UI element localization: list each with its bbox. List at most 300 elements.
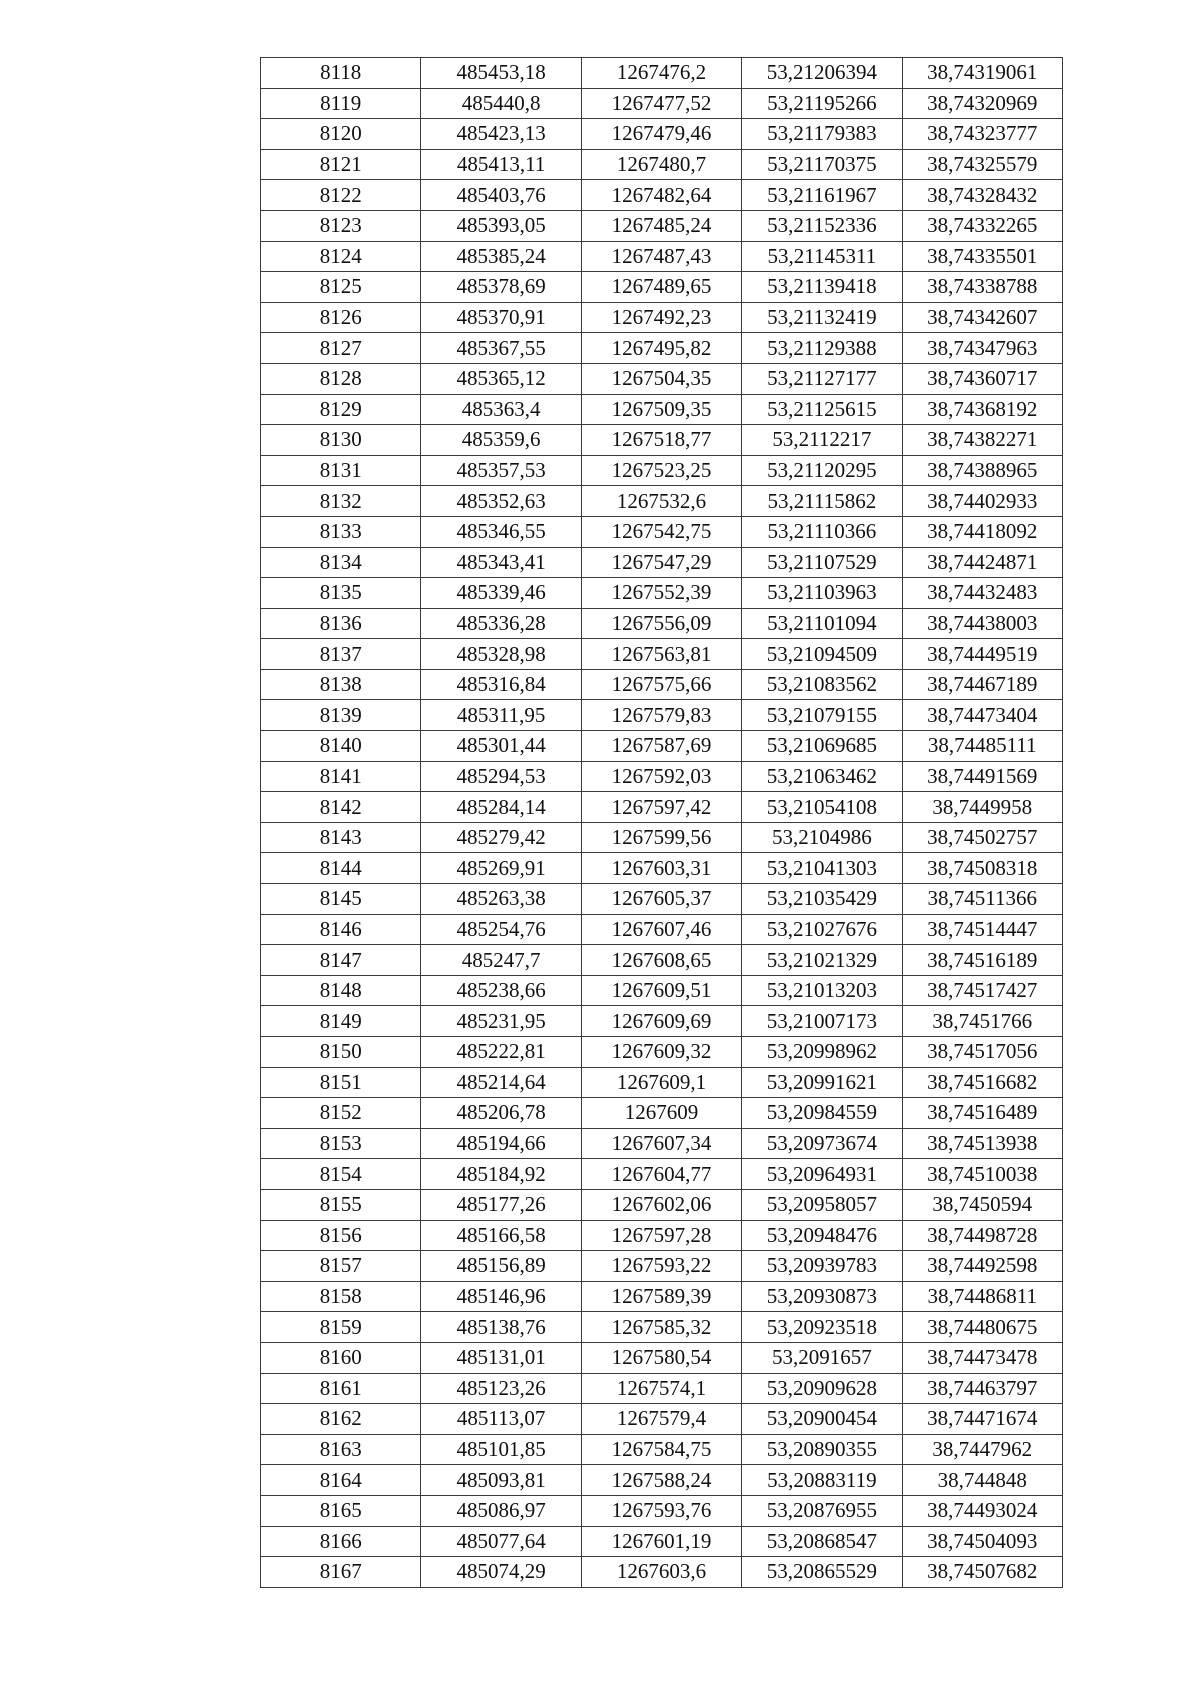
- latitude-cell: 53,21013203: [742, 975, 902, 1006]
- table-row: [261, 1526, 1063, 1557]
- y-coordinate-cell: 1267574,1: [581, 1373, 741, 1404]
- x-coordinate-cell: 485279,42: [421, 822, 581, 853]
- latitude-cell: 53,20865529: [742, 1557, 902, 1588]
- point-number-cell: 8164: [261, 1465, 421, 1496]
- table-row: [261, 731, 1063, 762]
- point-number-cell: 8135: [261, 578, 421, 609]
- point-number-cell: 8138: [261, 669, 421, 700]
- y-coordinate-cell: 1267547,29: [581, 547, 741, 578]
- y-coordinate-cell: 1267552,39: [581, 578, 741, 609]
- point-number-cell: 8134: [261, 547, 421, 578]
- y-coordinate-cell: 1267477,52: [581, 88, 741, 119]
- point-number-cell: 8133: [261, 516, 421, 547]
- x-coordinate-cell: 485269,91: [421, 853, 581, 884]
- latitude-cell: 53,21035429: [742, 884, 902, 915]
- longitude-cell: 38,74491569: [902, 761, 1062, 792]
- latitude-cell: 53,21145311: [742, 241, 902, 272]
- point-number-cell: 8167: [261, 1557, 421, 1588]
- point-number-cell: 8144: [261, 853, 421, 884]
- latitude-cell: 53,21007173: [742, 1006, 902, 1037]
- y-coordinate-cell: 1267588,24: [581, 1465, 741, 1496]
- table-row: [261, 1434, 1063, 1465]
- x-coordinate-cell: 485247,7: [421, 945, 581, 976]
- longitude-cell: 38,74508318: [902, 853, 1062, 884]
- x-coordinate-cell: 485403,76: [421, 180, 581, 211]
- y-coordinate-cell: 1267523,25: [581, 455, 741, 486]
- longitude-cell: 38,74498728: [902, 1220, 1062, 1251]
- table-row: [261, 669, 1063, 700]
- longitude-cell: 38,74467189: [902, 669, 1062, 700]
- table-row: [261, 1281, 1063, 1312]
- point-number-cell: 8119: [261, 88, 421, 119]
- y-coordinate-cell: 1267575,66: [581, 669, 741, 700]
- longitude-cell: 38,74516489: [902, 1098, 1062, 1129]
- table-row: [261, 180, 1063, 211]
- y-coordinate-cell: 1267580,54: [581, 1342, 741, 1373]
- latitude-cell: 53,21101094: [742, 608, 902, 639]
- point-number-cell: 8156: [261, 1220, 421, 1251]
- point-number-cell: 8140: [261, 731, 421, 762]
- latitude-cell: 53,21161967: [742, 180, 902, 211]
- table-row: [261, 241, 1063, 272]
- longitude-cell: 38,74332265: [902, 210, 1062, 241]
- latitude-cell: 53,21120295: [742, 455, 902, 486]
- x-coordinate-cell: 485328,98: [421, 639, 581, 670]
- x-coordinate-cell: 485339,46: [421, 578, 581, 609]
- y-coordinate-cell: 1267609,1: [581, 1067, 741, 1098]
- longitude-cell: 38,7447962: [902, 1434, 1062, 1465]
- point-number-cell: 8142: [261, 792, 421, 823]
- table-row: [261, 363, 1063, 394]
- point-number-cell: 8125: [261, 272, 421, 303]
- y-coordinate-cell: 1267592,03: [581, 761, 741, 792]
- table-row: [261, 761, 1063, 792]
- point-number-cell: 8154: [261, 1159, 421, 1190]
- x-coordinate-cell: 485131,01: [421, 1342, 581, 1373]
- point-number-cell: 8118: [261, 58, 421, 89]
- table-row: [261, 1098, 1063, 1129]
- latitude-cell: 53,21063462: [742, 761, 902, 792]
- latitude-cell: 53,20958057: [742, 1189, 902, 1220]
- table-row: [261, 822, 1063, 853]
- y-coordinate-cell: 1267603,31: [581, 853, 741, 884]
- longitude-cell: 38,74511366: [902, 884, 1062, 915]
- point-number-cell: 8153: [261, 1128, 421, 1159]
- y-coordinate-cell: 1267609,69: [581, 1006, 741, 1037]
- y-coordinate-cell: 1267563,81: [581, 639, 741, 670]
- latitude-cell: 53,20991621: [742, 1067, 902, 1098]
- longitude-cell: 38,74510038: [902, 1159, 1062, 1190]
- latitude-cell: 53,20868547: [742, 1526, 902, 1557]
- table-row: [261, 1006, 1063, 1037]
- x-coordinate-cell: 485077,64: [421, 1526, 581, 1557]
- latitude-cell: 53,21115862: [742, 486, 902, 517]
- x-coordinate-cell: 485370,91: [421, 302, 581, 333]
- y-coordinate-cell: 1267476,2: [581, 58, 741, 89]
- y-coordinate-cell: 1267604,77: [581, 1159, 741, 1190]
- x-coordinate-cell: 485453,18: [421, 58, 581, 89]
- latitude-cell: 53,21152336: [742, 210, 902, 241]
- point-number-cell: 8121: [261, 149, 421, 180]
- x-coordinate-cell: 485378,69: [421, 272, 581, 303]
- latitude-cell: 53,20964931: [742, 1159, 902, 1190]
- y-coordinate-cell: 1267609,51: [581, 975, 741, 1006]
- y-coordinate-cell: 1267542,75: [581, 516, 741, 547]
- x-coordinate-cell: 485238,66: [421, 975, 581, 1006]
- longitude-cell: 38,74473478: [902, 1342, 1062, 1373]
- x-coordinate-cell: 485146,96: [421, 1281, 581, 1312]
- point-number-cell: 8159: [261, 1312, 421, 1343]
- latitude-cell: 53,2104986: [742, 822, 902, 853]
- table-row: [261, 394, 1063, 425]
- longitude-cell: 38,74438003: [902, 608, 1062, 639]
- x-coordinate-cell: 485254,76: [421, 914, 581, 945]
- table-row: [261, 1220, 1063, 1251]
- y-coordinate-cell: 1267593,76: [581, 1495, 741, 1526]
- table-row: [261, 486, 1063, 517]
- y-coordinate-cell: 1267479,46: [581, 119, 741, 150]
- y-coordinate-cell: 1267597,42: [581, 792, 741, 823]
- table-row: [261, 608, 1063, 639]
- longitude-cell: 38,74449519: [902, 639, 1062, 670]
- point-number-cell: 8128: [261, 363, 421, 394]
- point-number-cell: 8163: [261, 1434, 421, 1465]
- table-row: [261, 792, 1063, 823]
- longitude-cell: 38,74388965: [902, 455, 1062, 486]
- x-coordinate-cell: 485367,55: [421, 333, 581, 364]
- table-row: [261, 1189, 1063, 1220]
- y-coordinate-cell: 1267609: [581, 1098, 741, 1129]
- latitude-cell: 53,2112217: [742, 425, 902, 456]
- point-number-cell: 8120: [261, 119, 421, 150]
- longitude-cell: 38,74480675: [902, 1312, 1062, 1343]
- table-row: [261, 975, 1063, 1006]
- latitude-cell: 53,20973674: [742, 1128, 902, 1159]
- table-row: [261, 58, 1063, 89]
- longitude-cell: 38,74516189: [902, 945, 1062, 976]
- longitude-cell: 38,74517427: [902, 975, 1062, 1006]
- point-number-cell: 8145: [261, 884, 421, 915]
- y-coordinate-cell: 1267532,6: [581, 486, 741, 517]
- table-row: [261, 1465, 1063, 1496]
- y-coordinate-cell: 1267607,34: [581, 1128, 741, 1159]
- y-coordinate-cell: 1267495,82: [581, 333, 741, 364]
- table-row: [261, 455, 1063, 486]
- table-row: [261, 945, 1063, 976]
- longitude-cell: 38,744848: [902, 1465, 1062, 1496]
- table-row: [261, 639, 1063, 670]
- point-number-cell: 8141: [261, 761, 421, 792]
- x-coordinate-cell: 485074,29: [421, 1557, 581, 1588]
- x-coordinate-cell: 485346,55: [421, 516, 581, 547]
- longitude-cell: 38,7450594: [902, 1189, 1062, 1220]
- table-row: [261, 914, 1063, 945]
- table-row: [261, 1495, 1063, 1526]
- latitude-cell: 53,21179383: [742, 119, 902, 150]
- latitude-cell: 53,21206394: [742, 58, 902, 89]
- table-row: [261, 1159, 1063, 1190]
- table-row: [261, 1557, 1063, 1588]
- y-coordinate-cell: 1267492,23: [581, 302, 741, 333]
- x-coordinate-cell: 485393,05: [421, 210, 581, 241]
- coordinates-table-body: [261, 58, 1063, 1588]
- latitude-cell: 53,20909628: [742, 1373, 902, 1404]
- y-coordinate-cell: 1267601,19: [581, 1526, 741, 1557]
- longitude-cell: 38,74507682: [902, 1557, 1062, 1588]
- table-row: [261, 272, 1063, 303]
- point-number-cell: 8149: [261, 1006, 421, 1037]
- y-coordinate-cell: 1267504,35: [581, 363, 741, 394]
- longitude-cell: 38,74320969: [902, 88, 1062, 119]
- point-number-cell: 8157: [261, 1251, 421, 1282]
- x-coordinate-cell: 485336,28: [421, 608, 581, 639]
- longitude-cell: 38,74424871: [902, 547, 1062, 578]
- y-coordinate-cell: 1267602,06: [581, 1189, 741, 1220]
- latitude-cell: 53,21129388: [742, 333, 902, 364]
- point-number-cell: 8165: [261, 1495, 421, 1526]
- y-coordinate-cell: 1267556,09: [581, 608, 741, 639]
- point-number-cell: 8124: [261, 241, 421, 272]
- x-coordinate-cell: 485359,6: [421, 425, 581, 456]
- table-row: [261, 1128, 1063, 1159]
- longitude-cell: 38,74502757: [902, 822, 1062, 853]
- table-row: [261, 149, 1063, 180]
- x-coordinate-cell: 485311,95: [421, 700, 581, 731]
- y-coordinate-cell: 1267579,83: [581, 700, 741, 731]
- longitude-cell: 38,74323777: [902, 119, 1062, 150]
- x-coordinate-cell: 485222,81: [421, 1037, 581, 1068]
- latitude-cell: 53,20900454: [742, 1404, 902, 1435]
- x-coordinate-cell: 485263,38: [421, 884, 581, 915]
- x-coordinate-cell: 485156,89: [421, 1251, 581, 1282]
- point-number-cell: 8158: [261, 1281, 421, 1312]
- point-number-cell: 8147: [261, 945, 421, 976]
- longitude-cell: 38,74402933: [902, 486, 1062, 517]
- longitude-cell: 38,74517056: [902, 1037, 1062, 1068]
- longitude-cell: 38,74485111: [902, 731, 1062, 762]
- latitude-cell: 53,21069685: [742, 731, 902, 762]
- latitude-cell: 53,21079155: [742, 700, 902, 731]
- latitude-cell: 53,20984559: [742, 1098, 902, 1129]
- latitude-cell: 53,2091657: [742, 1342, 902, 1373]
- point-number-cell: 8152: [261, 1098, 421, 1129]
- y-coordinate-cell: 1267585,32: [581, 1312, 741, 1343]
- latitude-cell: 53,21054108: [742, 792, 902, 823]
- table-row: [261, 578, 1063, 609]
- table-row: [261, 1404, 1063, 1435]
- table-row: [261, 210, 1063, 241]
- point-number-cell: 8132: [261, 486, 421, 517]
- latitude-cell: 53,20930873: [742, 1281, 902, 1312]
- point-number-cell: 8136: [261, 608, 421, 639]
- x-coordinate-cell: 485101,85: [421, 1434, 581, 1465]
- y-coordinate-cell: 1267607,46: [581, 914, 741, 945]
- table-row: [261, 700, 1063, 731]
- point-number-cell: 8151: [261, 1067, 421, 1098]
- longitude-cell: 38,74335501: [902, 241, 1062, 272]
- point-number-cell: 8148: [261, 975, 421, 1006]
- table-row: [261, 1251, 1063, 1282]
- latitude-cell: 53,21127177: [742, 363, 902, 394]
- latitude-cell: 53,21110366: [742, 516, 902, 547]
- y-coordinate-cell: 1267518,77: [581, 425, 741, 456]
- latitude-cell: 53,20890355: [742, 1434, 902, 1465]
- y-coordinate-cell: 1267593,22: [581, 1251, 741, 1282]
- latitude-cell: 53,20948476: [742, 1220, 902, 1251]
- longitude-cell: 38,7451766: [902, 1006, 1062, 1037]
- latitude-cell: 53,20876955: [742, 1495, 902, 1526]
- point-number-cell: 8139: [261, 700, 421, 731]
- x-coordinate-cell: 485177,26: [421, 1189, 581, 1220]
- x-coordinate-cell: 485093,81: [421, 1465, 581, 1496]
- point-number-cell: 8137: [261, 639, 421, 670]
- y-coordinate-cell: 1267597,28: [581, 1220, 741, 1251]
- x-coordinate-cell: 485352,63: [421, 486, 581, 517]
- x-coordinate-cell: 485138,76: [421, 1312, 581, 1343]
- latitude-cell: 53,21103963: [742, 578, 902, 609]
- longitude-cell: 38,74432483: [902, 578, 1062, 609]
- table-row: [261, 119, 1063, 150]
- y-coordinate-cell: 1267603,6: [581, 1557, 741, 1588]
- longitude-cell: 38,74328432: [902, 180, 1062, 211]
- x-coordinate-cell: 485113,07: [421, 1404, 581, 1435]
- y-coordinate-cell: 1267589,39: [581, 1281, 741, 1312]
- y-coordinate-cell: 1267480,7: [581, 149, 741, 180]
- table-row: [261, 1373, 1063, 1404]
- y-coordinate-cell: 1267584,75: [581, 1434, 741, 1465]
- point-number-cell: 8161: [261, 1373, 421, 1404]
- latitude-cell: 53,20998962: [742, 1037, 902, 1068]
- longitude-cell: 38,74513938: [902, 1128, 1062, 1159]
- y-coordinate-cell: 1267482,64: [581, 180, 741, 211]
- latitude-cell: 53,20923518: [742, 1312, 902, 1343]
- latitude-cell: 53,21132419: [742, 302, 902, 333]
- x-coordinate-cell: 485184,92: [421, 1159, 581, 1190]
- latitude-cell: 53,21125615: [742, 394, 902, 425]
- point-number-cell: 8130: [261, 425, 421, 456]
- latitude-cell: 53,20939783: [742, 1251, 902, 1282]
- point-number-cell: 8166: [261, 1526, 421, 1557]
- point-number-cell: 8162: [261, 1404, 421, 1435]
- longitude-cell: 38,74382271: [902, 425, 1062, 456]
- y-coordinate-cell: 1267487,43: [581, 241, 741, 272]
- x-coordinate-cell: 485194,66: [421, 1128, 581, 1159]
- latitude-cell: 53,21195266: [742, 88, 902, 119]
- table-row: [261, 1342, 1063, 1373]
- longitude-cell: 38,74492598: [902, 1251, 1062, 1282]
- y-coordinate-cell: 1267587,69: [581, 731, 741, 762]
- point-number-cell: 8127: [261, 333, 421, 364]
- table-row: [261, 302, 1063, 333]
- x-coordinate-cell: 485413,11: [421, 149, 581, 180]
- longitude-cell: 38,74504093: [902, 1526, 1062, 1557]
- longitude-cell: 38,74338788: [902, 272, 1062, 303]
- x-coordinate-cell: 485440,8: [421, 88, 581, 119]
- table-row: [261, 1067, 1063, 1098]
- x-coordinate-cell: 485166,58: [421, 1220, 581, 1251]
- x-coordinate-cell: 485343,41: [421, 547, 581, 578]
- x-coordinate-cell: 485365,12: [421, 363, 581, 394]
- table-row: [261, 425, 1063, 456]
- table-row: [261, 884, 1063, 915]
- latitude-cell: 53,21107529: [742, 547, 902, 578]
- point-number-cell: 8131: [261, 455, 421, 486]
- latitude-cell: 53,21170375: [742, 149, 902, 180]
- table-row: [261, 1037, 1063, 1068]
- x-coordinate-cell: 485301,44: [421, 731, 581, 762]
- x-coordinate-cell: 485206,78: [421, 1098, 581, 1129]
- x-coordinate-cell: 485123,26: [421, 1373, 581, 1404]
- y-coordinate-cell: 1267608,65: [581, 945, 741, 976]
- point-number-cell: 8143: [261, 822, 421, 853]
- x-coordinate-cell: 485423,13: [421, 119, 581, 150]
- y-coordinate-cell: 1267509,35: [581, 394, 741, 425]
- longitude-cell: 38,74418092: [902, 516, 1062, 547]
- y-coordinate-cell: 1267485,24: [581, 210, 741, 241]
- x-coordinate-cell: 485294,53: [421, 761, 581, 792]
- table-row: [261, 88, 1063, 119]
- table-row: [261, 516, 1063, 547]
- latitude-cell: 53,20883119: [742, 1465, 902, 1496]
- longitude-cell: 38,74493024: [902, 1495, 1062, 1526]
- table-row: [261, 1312, 1063, 1343]
- longitude-cell: 38,74347963: [902, 333, 1062, 364]
- point-number-cell: 8155: [261, 1189, 421, 1220]
- longitude-cell: 38,74471674: [902, 1404, 1062, 1435]
- point-number-cell: 8160: [261, 1342, 421, 1373]
- x-coordinate-cell: 485086,97: [421, 1495, 581, 1526]
- longitude-cell: 38,74360717: [902, 363, 1062, 394]
- longitude-cell: 38,7449958: [902, 792, 1062, 823]
- latitude-cell: 53,21021329: [742, 945, 902, 976]
- table-row: [261, 547, 1063, 578]
- x-coordinate-cell: 485284,14: [421, 792, 581, 823]
- latitude-cell: 53,21139418: [742, 272, 902, 303]
- longitude-cell: 38,74368192: [902, 394, 1062, 425]
- longitude-cell: 38,74463797: [902, 1373, 1062, 1404]
- x-coordinate-cell: 485363,4: [421, 394, 581, 425]
- longitude-cell: 38,74342607: [902, 302, 1062, 333]
- coordinates-table: [260, 57, 1063, 1588]
- x-coordinate-cell: 485316,84: [421, 669, 581, 700]
- y-coordinate-cell: 1267605,37: [581, 884, 741, 915]
- longitude-cell: 38,74514447: [902, 914, 1062, 945]
- longitude-cell: 38,74325579: [902, 149, 1062, 180]
- x-coordinate-cell: 485357,53: [421, 455, 581, 486]
- latitude-cell: 53,21094509: [742, 639, 902, 670]
- point-number-cell: 8126: [261, 302, 421, 333]
- latitude-cell: 53,21083562: [742, 669, 902, 700]
- point-number-cell: 8122: [261, 180, 421, 211]
- y-coordinate-cell: 1267609,32: [581, 1037, 741, 1068]
- x-coordinate-cell: 485214,64: [421, 1067, 581, 1098]
- point-number-cell: 8146: [261, 914, 421, 945]
- x-coordinate-cell: 485385,24: [421, 241, 581, 272]
- point-number-cell: 8123: [261, 210, 421, 241]
- table-row: [261, 853, 1063, 884]
- longitude-cell: 38,74473404: [902, 700, 1062, 731]
- table-row: [261, 333, 1063, 364]
- longitude-cell: 38,74516682: [902, 1067, 1062, 1098]
- point-number-cell: 8129: [261, 394, 421, 425]
- y-coordinate-cell: 1267489,65: [581, 272, 741, 303]
- longitude-cell: 38,74319061: [902, 58, 1062, 89]
- x-coordinate-cell: 485231,95: [421, 1006, 581, 1037]
- latitude-cell: 53,21041303: [742, 853, 902, 884]
- y-coordinate-cell: 1267599,56: [581, 822, 741, 853]
- point-number-cell: 8150: [261, 1037, 421, 1068]
- longitude-cell: 38,74486811: [902, 1281, 1062, 1312]
